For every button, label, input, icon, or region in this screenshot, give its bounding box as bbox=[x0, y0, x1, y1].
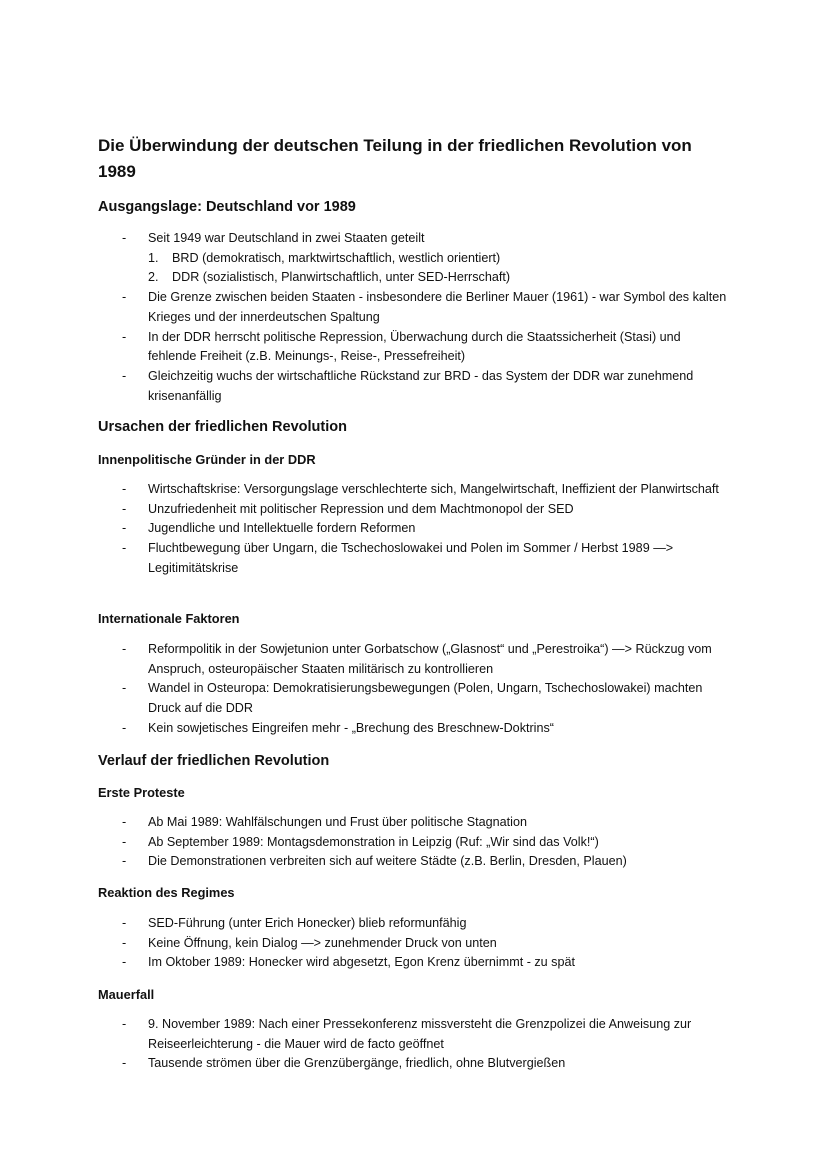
list-item: - Fluchtbewegung über Ungarn, die Tschechoslowakei und Polen im Sommer / Herbst 1989 —> Legitimitätskrise bbox=[122, 541, 674, 575]
list-item: - Tausende strömen über die Grenzübergänge, friedlich, ohne Blutvergießen bbox=[122, 1056, 566, 1071]
list-international bbox=[120, 640, 730, 739]
list-reaktion bbox=[120, 914, 730, 973]
page-title: Die Überwindung der deutschen Teilung in der friedlichen Revolution von 1989 bbox=[98, 136, 692, 181]
list-item: - SED-Führung (unter Erich Honecker) blieb reformunfähig bbox=[122, 916, 467, 930]
list-item: - Im Oktober 1989: Honecker wird abgesetzt, Egon Krenz übernimmt - zu spät bbox=[122, 955, 575, 970]
list-item: - Jugendliche und Intellektuelle fordern Reformen bbox=[122, 521, 416, 536]
list-ausgangslage bbox=[120, 229, 730, 406]
list-item: - Ab Mai 1989: Wahlfälschungen und Frust über politische Stagnation bbox=[122, 815, 527, 829]
subheading-reaktion: Reaktion des Regimes bbox=[98, 885, 235, 900]
list-item: - Keine Öffnung, kein Dialog —> zunehmender Druck von unten bbox=[122, 935, 497, 950]
dash-bullet: - bbox=[122, 231, 127, 245]
subheading-international: Internationale Faktoren bbox=[98, 611, 240, 626]
list-item: - 9. November 1989: Nach einer Pressekonferenz missversteht die Grenzpolizei die Anweisung zur Reiseerleichterung - die Mauer wird de facto geöffnet bbox=[122, 1017, 692, 1051]
numbered-item: 2. DDR (sozialistisch, Planwirtschaftlich, unter SED-Herrschaft) bbox=[148, 270, 511, 285]
list-erste-proteste bbox=[120, 813, 730, 872]
list-item: - Reformpolitik in der Sowjetunion unter Gorbatschow („Glasnost“ und „Perestroika“) —> Rückzug vom Anspruch, osteuropäischer Staaten militärisch zu kontrollieren bbox=[122, 642, 712, 676]
section-heading-ursachen: Ursachen der friedlichen Revolution bbox=[98, 419, 347, 435]
list-item: - Wandel in Osteuropa: Demokratisierungsbewegungen (Polen, Ungarn, Tschechoslowakei) machten Druck auf die DDR bbox=[122, 681, 703, 716]
section-heading-verlauf: Verlauf der friedlichen Revolution bbox=[98, 753, 330, 769]
list-innenpolitisch bbox=[120, 480, 730, 579]
list-item: - In der DDR herrscht politische Repression, Überwachung durch die Staatssicherheit (Stasi) und fehlende Freiheit (z.B. Meinungs-, Reise-, Pressefreiheit) bbox=[122, 329, 681, 364]
section-heading-ausgangslage: Ausgangslage: Deutschland vor 1989 bbox=[98, 199, 356, 215]
subheading-erste-proteste: Erste Proteste bbox=[98, 785, 185, 800]
list-item: - Wirtschaftskrise: Versorgungslage verschlechterte sich, Mangelwirtschaft, Ineffizient der Planwirtschaft bbox=[122, 482, 719, 496]
list-item: - Seit 1949 war Deutschland in zwei Staaten geteilt bbox=[120, 229, 730, 249]
numbered-item: 1. BRD (demokratisch, marktwirtschaftlich, westlich orientiert) bbox=[148, 250, 501, 265]
list-item: - Gleichzeitig wuchs der wirtschaftliche Rückstand zur BRD - das System der DDR war zunehmend krisenanfällig bbox=[122, 368, 694, 403]
subheading-mauerfall: Mauerfall bbox=[98, 987, 155, 1002]
list-item: - Kein sowjetisches Eingreifen mehr - „Brechung des Breschnew-Doktrins“ bbox=[122, 720, 554, 735]
subheading-innenpolitisch: Innenpolitische Gründer in der DDR bbox=[98, 452, 316, 467]
list-item: - Die Grenze zwischen beiden Staaten - insbesondere die Berliner Mauer (1961) - war Symbol des kalten Krieges und der innerdeutschen Spaltung bbox=[122, 290, 727, 324]
list-item: - Ab September 1989: Montagsdemonstration in Leipzig (Ruf: „Wir sind das Volk!“) bbox=[122, 834, 599, 849]
list-mauerfall bbox=[120, 1015, 730, 1074]
list-item: - Die Demonstrationen verbreiten sich auf weitere Städte (z.B. Berlin, Dresden, Plauen) bbox=[122, 854, 627, 869]
list-item: - Unzufriedenheit mit politischer Repression und dem Machtmonopol der SED bbox=[122, 501, 574, 516]
